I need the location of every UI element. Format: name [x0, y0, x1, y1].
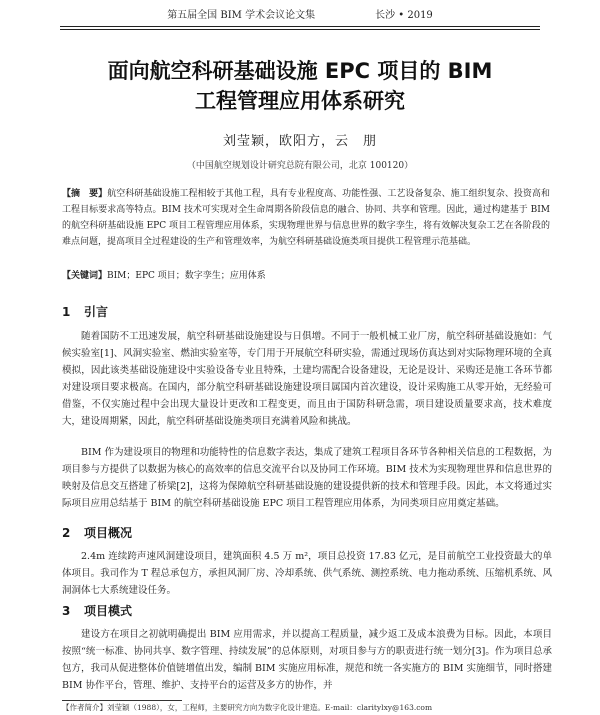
author-footnote: 【作者简介】刘莹颖（1988），女，工程师，主要研究方向为数字化设计建造。E-mail：claritylxy@163.com — [62, 703, 433, 712]
authors: 刘莹颖，欧阳方，云 朋 — [222, 134, 377, 149]
journal-name: 第五届全国 BIM 学术会议论文集 — [167, 9, 316, 21]
paper-title — [40, 56, 560, 116]
section-number: 2 — [62, 526, 71, 540]
running-header — [0, 0, 600, 26]
affiliation: （中国航空规划设计研究总院有限公司，北京 100120） — [186, 161, 414, 171]
section-heading-mode — [62, 602, 132, 619]
footnote-rule — [62, 700, 182, 701]
title-line-1: 面向航空科研基础设施 EPC 项目的 BIM — [107, 59, 493, 83]
paragraph: 建设方在项目之初就明确提出 BIM 应用需求，并以提高工程质量，减少返工及成本浪费为目标。因此，本项目按照“统一标准、协同共享、数字管理、持续发展”的总体原则，对项目参与方的职责进行统一划分[3]。作为项目总承包方，我司从促进整体价值链增值出发，编制 BIM 实施应用标准，规范和统一各实施方的 BIM 实施细节，同时搭建 BIM 协作平台，管理、维护、支持平台的运营及多方的协作，并 — [62, 629, 553, 691]
location-year: 长沙 • 2019 — [375, 9, 433, 21]
section-number: 1 — [62, 305, 71, 319]
header-rule-thin — [60, 29, 540, 30]
section-title: 项目概况 — [84, 526, 133, 540]
section-title: 引言 — [84, 305, 109, 319]
section-title: 项目模式 — [84, 604, 133, 618]
abstract-text: 航空科研基础设施工程相较于其他工程，具有专业程度高、功能性强、工艺设备复杂、施工组织复杂、投资高和工程目标要求高等特点。BIM 技术可实现对全生命周期各阶段信息的融合、协同、共享和管理。因此，通过构建基于 BIM 的航空科研基础设施 EPC 项目工程管理应用体系，实现物理世界与信息世界的数字孪生，将有效解决复杂工艺在各阶段的难点问题，提高项目全过程建设的生产和管理效率，为航空科研基础设施类项目提供工程管理示范基础。 — [62, 189, 550, 247]
keywords — [62, 268, 550, 281]
section-number: 3 — [62, 604, 71, 618]
paragraph: 2.4m 连续跨声速风洞建设项目，建筑面积 4.5 万 m²，项目总投资 17.83 亿元，是目前航空工业投资最大的单体项目。我司作为 T 程总承包方，承担风洞厂房、冷却系统、供气系统、测控系统、电力拖动系统、压缩机系统、风洞洞体七大系统建设任务。 — [62, 551, 552, 596]
section-heading-intro — [62, 303, 108, 320]
abstract-label: 【摘 要】 — [62, 189, 108, 199]
abstract — [62, 186, 550, 250]
header-rule — [60, 26, 540, 27]
section-heading-overview — [62, 524, 132, 541]
keywords-label: 【关键词】 — [62, 271, 108, 281]
paragraph: BIM 作为建设项目的物理和功能特性的信息数字表达，集成了建筑工程项目各环节各种相关信息的工程数据，为项目参与方提供了以数据为核心的高效率的信息交流平台以及协同工作环境。BIM 技术为实现物理世界和信息世界的映射及信息交互搭建了桥梁[2]，这将为保障航空科研基础设施的建设提供新的技术和管理手段。因此，本文将通过实际项目应用总结基于 BIM 的航空科研基础设施 EPC 项目工程管理应用体系，为同类项目应用奠定基础。 — [62, 447, 552, 509]
keywords-text: BIM；EPC 项目；数字孪生；应用体系 — [107, 271, 266, 281]
title-line-2: 工程管理应用体系研究 — [195, 89, 405, 113]
paragraph: 随着国防不工迅速发展，航空科研基础设施建设与日俱增。不同于一般机械工业厂房，航空科研基础设施如：气候实验室[1]、风洞实验室、燃油实验室等，专门用于开展航空科研实验，需通过现场仿真达到对实际物理环境的全真模拟，因此该类基础设施建设中实验设备专业且特殊，土建均需配合设备建设，无论是设计、采购还是施工各环节都对建设项目要求极高。在国内，部分航空科研基础设施建设项目属国内首次建设，设计采购施工从零开始，无经验可借鉴，不仅实施过程中会出现大量设计更改和工程变更，而且由于国防科研急需，项目建设质量要求高，技术难度大，建设周期紧，因此，航空科研基础设施类项目充满着风险和挑战。 — [62, 331, 552, 427]
